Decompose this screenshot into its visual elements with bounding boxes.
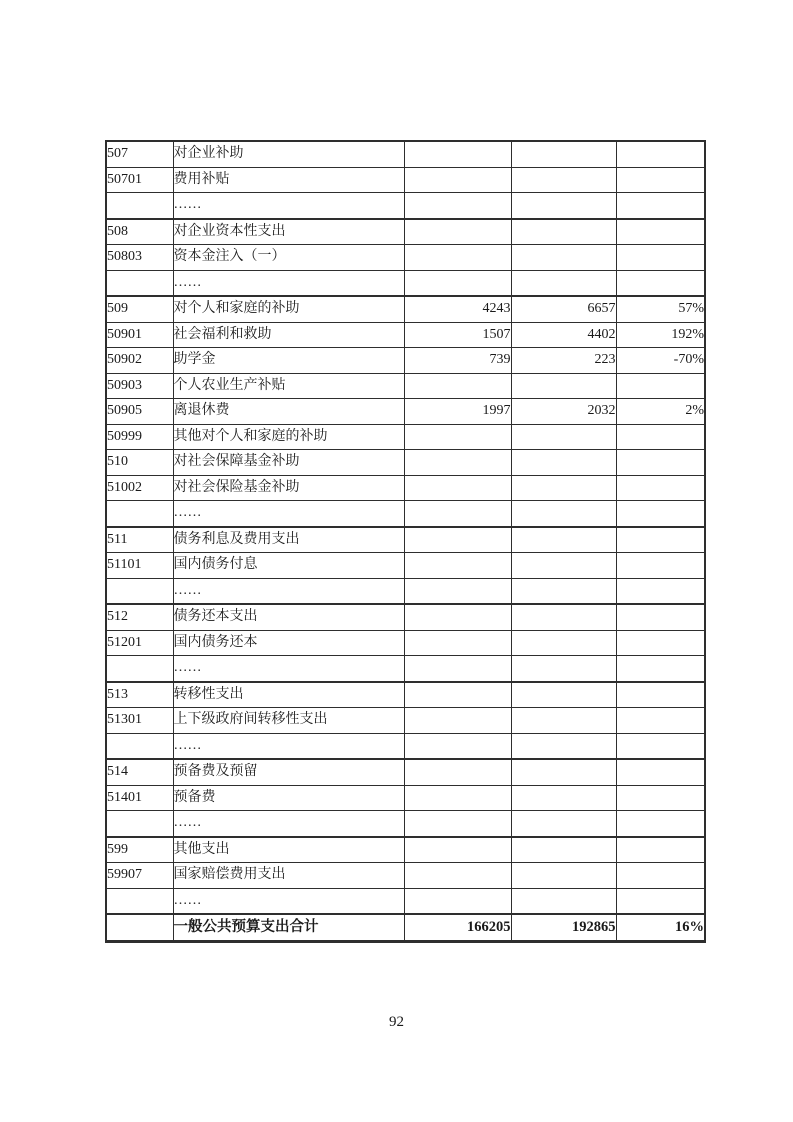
value3-cell [616,630,705,656]
name-cell: 资本金注入（一） [173,245,404,271]
code-cell: 51201 [106,630,173,656]
value1-cell: 166205 [404,914,511,941]
code-cell: 51002 [106,475,173,501]
name-cell: 离退休费 [173,399,404,425]
table-row [106,888,705,914]
value2-cell [511,785,616,811]
name-cell: …… [173,656,404,682]
name-cell: 一般公共预算支出合计 [173,914,404,941]
table-row [106,245,705,271]
value1-cell: 4243 [404,296,511,322]
value3-cell [616,219,705,245]
code-cell [106,811,173,837]
value3-cell [616,888,705,914]
value2-cell [511,759,616,785]
value3-cell: -70% [616,348,705,374]
code-cell: 50999 [106,424,173,450]
value1-cell [404,656,511,682]
name-cell: 社会福利和救助 [173,322,404,348]
value3-cell [616,450,705,476]
value3-cell [616,811,705,837]
table-row [106,785,705,811]
value2-cell [511,630,616,656]
value3-cell [616,501,705,527]
table-row [106,296,705,322]
value3-cell [616,270,705,296]
value2-cell [511,193,616,219]
value3-cell [616,656,705,682]
table-row [106,811,705,837]
code-cell [106,733,173,759]
value3-cell [616,553,705,579]
value1-cell [404,630,511,656]
code-cell: 50905 [106,399,173,425]
value2-cell [511,733,616,759]
table-row [106,553,705,579]
code-cell: 510 [106,450,173,476]
code-cell: 50903 [106,373,173,399]
value1-cell [404,759,511,785]
value3-cell [616,759,705,785]
code-cell: 51301 [106,708,173,734]
value2-cell [511,811,616,837]
value1-cell [404,553,511,579]
table-row [106,348,705,374]
value1-cell [404,604,511,630]
value2-cell [511,245,616,271]
budget-table [105,140,706,943]
value3-cell [616,193,705,219]
code-cell: 50902 [106,348,173,374]
value1-cell [404,501,511,527]
value3-cell [616,475,705,501]
value2-cell [511,373,616,399]
table-row [106,914,705,941]
value2-cell [511,553,616,579]
code-cell: 513 [106,682,173,708]
name-cell: 对社会保险基金补助 [173,475,404,501]
value1-cell [404,373,511,399]
code-cell: 50803 [106,245,173,271]
code-cell: 514 [106,759,173,785]
value1-cell [404,708,511,734]
table-row [106,733,705,759]
value2-cell: 223 [511,348,616,374]
code-cell: 599 [106,837,173,863]
name-cell: 其他支出 [173,837,404,863]
code-cell [106,270,173,296]
table-row [106,604,705,630]
value3-cell [616,141,705,167]
table-row [106,193,705,219]
table-row [106,399,705,425]
value2-cell: 6657 [511,296,616,322]
name-cell: 费用补贴 [173,167,404,193]
value1-cell [404,733,511,759]
value1-cell [404,475,511,501]
table-row [106,167,705,193]
table-row [106,219,705,245]
value3-cell: 16% [616,914,705,941]
table-row [106,475,705,501]
value2-cell [511,837,616,863]
name-cell: …… [173,270,404,296]
name-cell: …… [173,578,404,604]
value1-cell: 739 [404,348,511,374]
value2-cell [511,424,616,450]
code-cell: 508 [106,219,173,245]
value3-cell [616,708,705,734]
table-row [106,450,705,476]
name-cell: 国内债务还本 [173,630,404,656]
value2-cell [511,501,616,527]
table-row [106,630,705,656]
table-row [106,759,705,785]
table-row [106,863,705,889]
table-row [106,270,705,296]
code-cell [106,914,173,941]
name-cell: 国内债务付息 [173,553,404,579]
value1-cell [404,888,511,914]
name-cell: …… [173,733,404,759]
value3-cell [616,863,705,889]
value3-cell [616,837,705,863]
name-cell: 国家赔偿费用支出 [173,863,404,889]
table-row [106,322,705,348]
value2-cell [511,708,616,734]
code-cell [106,193,173,219]
value3-cell: 57% [616,296,705,322]
name-cell: 债务利息及费用支出 [173,527,404,553]
value3-cell [616,604,705,630]
table-row [106,424,705,450]
value3-cell [616,578,705,604]
table-row [106,373,705,399]
name-cell: 对个人和家庭的补助 [173,296,404,322]
value2-cell [511,578,616,604]
value2-cell [511,270,616,296]
value1-cell [404,270,511,296]
name-cell: …… [173,811,404,837]
value3-cell: 2% [616,399,705,425]
code-cell: 509 [106,296,173,322]
name-cell: 债务还本支出 [173,604,404,630]
value2-cell [511,475,616,501]
page-number: 92 [389,1014,404,1030]
table-row [106,501,705,527]
value2-cell [511,604,616,630]
name-cell: 个人农业生产补贴 [173,373,404,399]
value2-cell [511,656,616,682]
code-cell [106,578,173,604]
name-cell: 预备费 [173,785,404,811]
value3-cell [616,527,705,553]
budget-table-body [106,141,705,941]
table-row [106,682,705,708]
table-row [106,141,705,167]
table-row [106,708,705,734]
value1-cell [404,450,511,476]
code-cell: 512 [106,604,173,630]
value2-cell [511,682,616,708]
name-cell: …… [173,501,404,527]
value3-cell [616,167,705,193]
table-row [106,656,705,682]
name-cell: 上下级政府间转移性支出 [173,708,404,734]
value2-cell [511,863,616,889]
name-cell: 对企业补助 [173,141,404,167]
value3-cell [616,373,705,399]
code-cell [106,501,173,527]
value3-cell [616,733,705,759]
code-cell: 51401 [106,785,173,811]
code-cell: 51101 [106,553,173,579]
value2-cell: 4402 [511,322,616,348]
code-cell: 50901 [106,322,173,348]
value2-cell: 2032 [511,399,616,425]
value1-cell [404,863,511,889]
value2-cell [511,527,616,553]
name-cell: 其他对个人和家庭的补助 [173,424,404,450]
value3-cell: 192% [616,322,705,348]
value3-cell [616,424,705,450]
name-cell: 助学金 [173,348,404,374]
table-row [106,837,705,863]
code-cell: 507 [106,141,173,167]
value1-cell [404,219,511,245]
name-cell: …… [173,888,404,914]
value1-cell [404,811,511,837]
value1-cell [404,141,511,167]
name-cell: …… [173,193,404,219]
value3-cell [616,785,705,811]
value3-cell [616,245,705,271]
value2-cell [511,219,616,245]
value1-cell [404,527,511,553]
table-row [106,578,705,604]
table-row [106,527,705,553]
code-cell [106,888,173,914]
code-cell [106,656,173,682]
code-cell: 511 [106,527,173,553]
value1-cell [404,424,511,450]
name-cell: 对企业资本性支出 [173,219,404,245]
name-cell: 对社会保障基金补助 [173,450,404,476]
value2-cell [511,450,616,476]
value1-cell [404,193,511,219]
value2-cell: 192865 [511,914,616,941]
name-cell: 预备费及预留 [173,759,404,785]
value1-cell: 1997 [404,399,511,425]
code-cell: 59907 [106,863,173,889]
value1-cell [404,167,511,193]
value1-cell [404,682,511,708]
value1-cell [404,578,511,604]
value2-cell [511,141,616,167]
code-cell: 50701 [106,167,173,193]
value3-cell [616,682,705,708]
value2-cell [511,888,616,914]
value1-cell [404,837,511,863]
value1-cell: 1507 [404,322,511,348]
value1-cell [404,785,511,811]
value2-cell [511,167,616,193]
name-cell: 转移性支出 [173,682,404,708]
value1-cell [404,245,511,271]
